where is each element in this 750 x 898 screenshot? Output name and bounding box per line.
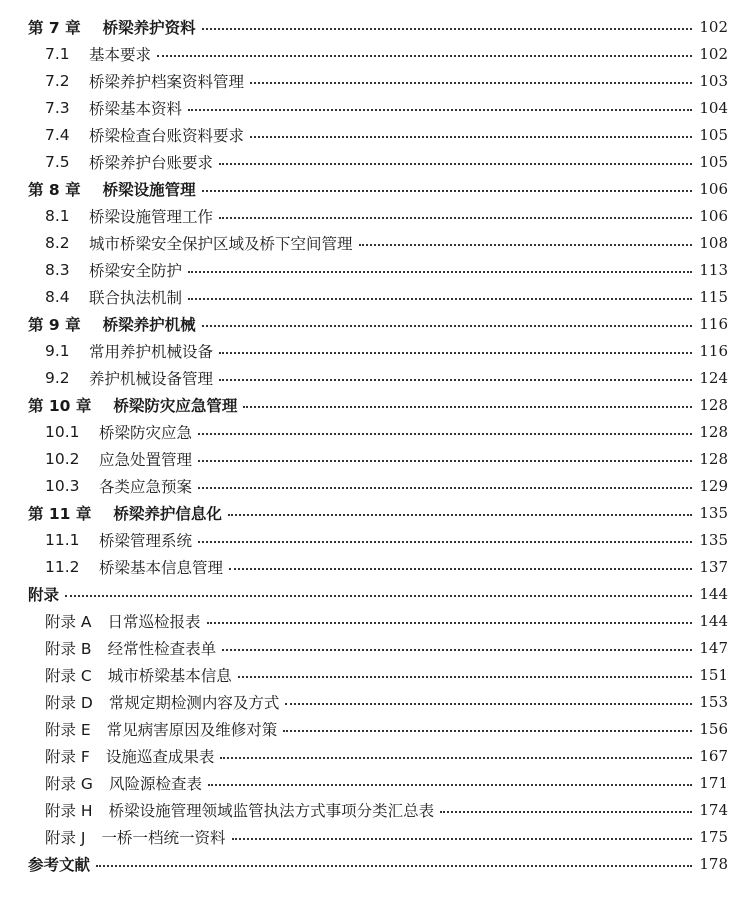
toc-entry-page: 105 xyxy=(699,152,728,171)
toc-entry-title: 桥梁养护资料 xyxy=(102,18,196,37)
toc-entry-number: 7.2 xyxy=(45,71,70,90)
toc-entry[interactable] xyxy=(45,796,728,823)
dot-leader xyxy=(440,811,692,813)
toc-entry-title: 桥梁养护台账要求 xyxy=(89,153,214,172)
toc-entry[interactable] xyxy=(45,40,728,67)
toc-entry-title: 设施巡查成果表 xyxy=(105,747,215,766)
toc-entry-title: 应急处置管理 xyxy=(99,450,193,469)
toc-entry-page: 174 xyxy=(699,800,728,819)
toc-entry-title: 城市桥梁安全保护区域及桥下空间管理 xyxy=(89,234,353,253)
toc-entry-number: 8.3 xyxy=(45,260,70,279)
toc-entry-title: 桥梁设施管理工作 xyxy=(89,207,214,226)
dot-leader xyxy=(228,514,692,516)
toc-entry-page: 108 xyxy=(699,233,728,252)
toc-entry-title: 常见病害原因及维修对策 xyxy=(106,720,278,739)
toc-entry[interactable] xyxy=(45,283,728,310)
dot-leader xyxy=(285,703,692,705)
toc-entry-title: 附录 xyxy=(28,585,60,604)
toc-entry[interactable] xyxy=(45,823,728,850)
toc-entry-page: 135 xyxy=(699,530,728,549)
toc-entry-title: 参考文献 xyxy=(28,855,91,874)
toc-entry[interactable] xyxy=(45,121,728,148)
toc-entry-number: 8.2 xyxy=(45,233,70,252)
toc-entry-number: 11.1 xyxy=(45,530,80,549)
toc-entry-page: 116 xyxy=(699,314,728,333)
toc-entry-number: 附录 J xyxy=(45,828,86,847)
dot-leader xyxy=(65,595,692,597)
toc-entry-title: 桥梁安全防护 xyxy=(89,261,183,280)
dot-leader xyxy=(219,163,692,165)
dot-leader xyxy=(229,568,692,570)
toc-entry-title: 经常性检查表单 xyxy=(107,639,217,658)
dot-leader xyxy=(188,298,692,300)
dot-leader xyxy=(359,244,692,246)
toc-entry-page: 124 xyxy=(699,368,728,387)
toc-entry-number: 附录 E xyxy=(45,720,91,739)
toc-entry-number: 10.1 xyxy=(45,422,80,441)
toc-entry-title: 基本要求 xyxy=(89,45,152,64)
dot-leader xyxy=(220,757,692,759)
toc-entry[interactable] xyxy=(45,553,728,580)
dot-leader xyxy=(202,325,692,327)
toc-entry-page: 102 xyxy=(699,44,728,63)
dot-leader xyxy=(219,217,692,219)
toc-entry[interactable] xyxy=(45,769,728,796)
toc-entry-title: 常用养护机械设备 xyxy=(89,342,214,361)
toc-entry-page: 153 xyxy=(699,692,728,711)
toc-entry-page: 135 xyxy=(699,503,728,522)
toc-entry-number: 7.4 xyxy=(45,125,70,144)
toc-entry-number: 10.3 xyxy=(45,476,80,495)
toc-entry-number: 第 10 章 xyxy=(28,396,92,415)
toc-entry[interactable] xyxy=(28,175,728,202)
toc-entry-title: 桥梁防灾应急管理 xyxy=(113,396,238,415)
dot-leader xyxy=(243,406,692,408)
toc-entry-title: 养护机械设备管理 xyxy=(89,369,214,388)
dot-leader xyxy=(238,676,692,678)
toc-entry-number: 附录 H xyxy=(45,801,93,820)
toc-entry-page: 106 xyxy=(699,206,728,225)
dot-leader xyxy=(202,28,692,30)
toc-entry-page: 115 xyxy=(699,287,728,306)
toc-entry[interactable] xyxy=(45,202,728,229)
toc-entry-page: 102 xyxy=(699,17,728,36)
toc-entry-page: 144 xyxy=(699,611,728,630)
toc-entry-number: 附录 A xyxy=(45,612,92,631)
toc-entry[interactable] xyxy=(45,472,728,499)
toc-entry-number: 8.4 xyxy=(45,287,70,306)
toc-entry-title: 城市桥梁基本信息 xyxy=(107,666,232,685)
toc-entry-number: 第 9 章 xyxy=(28,315,81,334)
toc-entry-title: 日常巡检报表 xyxy=(107,612,201,631)
dot-leader xyxy=(198,460,692,462)
toc-entry-number: 附录 B xyxy=(45,639,92,658)
toc-entry-title: 联合执法机制 xyxy=(89,288,183,307)
toc-entry[interactable] xyxy=(45,607,728,634)
dot-leader xyxy=(283,730,692,732)
toc-entry-page: 128 xyxy=(699,395,728,414)
toc-entry[interactable] xyxy=(28,391,728,418)
toc-entry-page: 103 xyxy=(699,71,728,90)
toc-entry-number: 附录 C xyxy=(45,666,92,685)
toc-entry-page: 106 xyxy=(699,179,728,198)
toc-entry-number: 11.2 xyxy=(45,557,80,576)
toc-entry-number: 附录 D xyxy=(45,693,93,712)
dot-leader xyxy=(219,352,692,354)
toc-entry-number: 7.1 xyxy=(45,44,70,63)
toc-entry-number: 附录 G xyxy=(45,774,93,793)
toc-entry-page: 167 xyxy=(699,746,728,765)
toc-entry-title: 常规定期检测内容及方式 xyxy=(108,693,280,712)
toc-entry[interactable] xyxy=(45,688,728,715)
toc-entry[interactable] xyxy=(45,337,728,364)
dot-leader xyxy=(188,109,692,111)
toc-entry-page: 128 xyxy=(699,449,728,468)
dot-leader xyxy=(188,271,692,273)
toc-entry-page: 105 xyxy=(699,125,728,144)
dot-leader xyxy=(202,190,692,192)
toc-entry-page: 104 xyxy=(699,98,728,117)
toc-entry-number: 10.2 xyxy=(45,449,80,468)
dot-leader xyxy=(207,622,692,624)
toc-entry-title: 各类应急预案 xyxy=(99,477,193,496)
toc-entry[interactable] xyxy=(45,256,728,283)
toc-entry[interactable] xyxy=(28,850,728,877)
toc-entry-page: 129 xyxy=(699,476,728,495)
toc-entry-title: 桥梁设施管理领域监管执法方式事项分类汇总表 xyxy=(108,801,435,820)
toc-entry-page: 113 xyxy=(699,260,728,279)
toc-entry[interactable] xyxy=(45,445,728,472)
toc-entry-page: 175 xyxy=(699,827,728,846)
toc-entry[interactable] xyxy=(45,364,728,391)
dot-leader xyxy=(232,838,692,840)
dot-leader xyxy=(157,55,692,57)
toc-entry-title: 桥梁防灾应急 xyxy=(99,423,193,442)
toc-entry-title: 桥梁管理系统 xyxy=(99,531,193,550)
toc-entry[interactable] xyxy=(28,310,728,337)
toc-entry-number: 9.1 xyxy=(45,341,70,360)
dot-leader xyxy=(198,487,692,489)
dot-leader xyxy=(250,136,692,138)
toc-entry-number: 第 8 章 xyxy=(28,180,81,199)
toc-entry-page: 156 xyxy=(699,719,728,738)
toc-entry[interactable] xyxy=(45,148,728,175)
toc-entry-title: 风险源检查表 xyxy=(108,774,202,793)
toc-entry-title: 桥梁养护机械 xyxy=(102,315,196,334)
toc-entry-title: 桥梁基本资料 xyxy=(89,99,183,118)
toc-entry-page: 144 xyxy=(699,584,728,603)
toc-entry-title: 桥梁养护档案资料管理 xyxy=(89,72,245,91)
toc-entry-number: 第 11 章 xyxy=(28,504,92,523)
toc-entry-title: 桥梁检查台账资料要求 xyxy=(89,126,245,145)
toc-entry[interactable] xyxy=(45,634,728,661)
dot-leader xyxy=(198,433,692,435)
toc-entry[interactable] xyxy=(45,229,728,256)
toc-entry-number: 附录 F xyxy=(45,747,90,766)
toc-entry-title: 一桥一档统一资料 xyxy=(101,828,226,847)
toc-entry[interactable] xyxy=(45,526,728,553)
toc-entry-title: 桥梁基本信息管理 xyxy=(99,558,224,577)
toc-entry[interactable] xyxy=(45,67,728,94)
toc-entry-number: 8.1 xyxy=(45,206,70,225)
toc-entry[interactable] xyxy=(45,742,728,769)
dot-leader xyxy=(222,649,692,651)
toc-entry-page: 178 xyxy=(699,854,728,873)
toc-entry[interactable] xyxy=(45,661,728,688)
dot-leader xyxy=(208,784,692,786)
dot-leader xyxy=(219,379,692,381)
toc-entry[interactable] xyxy=(28,580,728,607)
toc-entry[interactable] xyxy=(45,94,728,121)
toc-entry-page: 171 xyxy=(699,773,728,792)
toc-entry-title: 桥梁养护信息化 xyxy=(113,504,222,523)
toc-entry-page: 151 xyxy=(699,665,728,684)
dot-leader xyxy=(198,541,692,543)
toc-entry-page: 147 xyxy=(699,638,728,657)
table-of-contents xyxy=(0,13,750,877)
toc-entry-number: 7.5 xyxy=(45,152,70,171)
toc-entry-number: 第 7 章 xyxy=(28,18,81,37)
toc-entry-number: 9.2 xyxy=(45,368,70,387)
toc-entry-page: 128 xyxy=(699,422,728,441)
toc-entry[interactable] xyxy=(45,418,728,445)
toc-entry[interactable] xyxy=(28,13,728,40)
toc-entry[interactable] xyxy=(28,499,728,526)
toc-entry-page: 116 xyxy=(699,341,728,360)
toc-entry-title: 桥梁设施管理 xyxy=(102,180,196,199)
toc-entry-number: 7.3 xyxy=(45,98,70,117)
dot-leader xyxy=(250,82,692,84)
dot-leader xyxy=(96,865,692,867)
toc-entry-page: 137 xyxy=(699,557,728,576)
toc-entry[interactable] xyxy=(45,715,728,742)
